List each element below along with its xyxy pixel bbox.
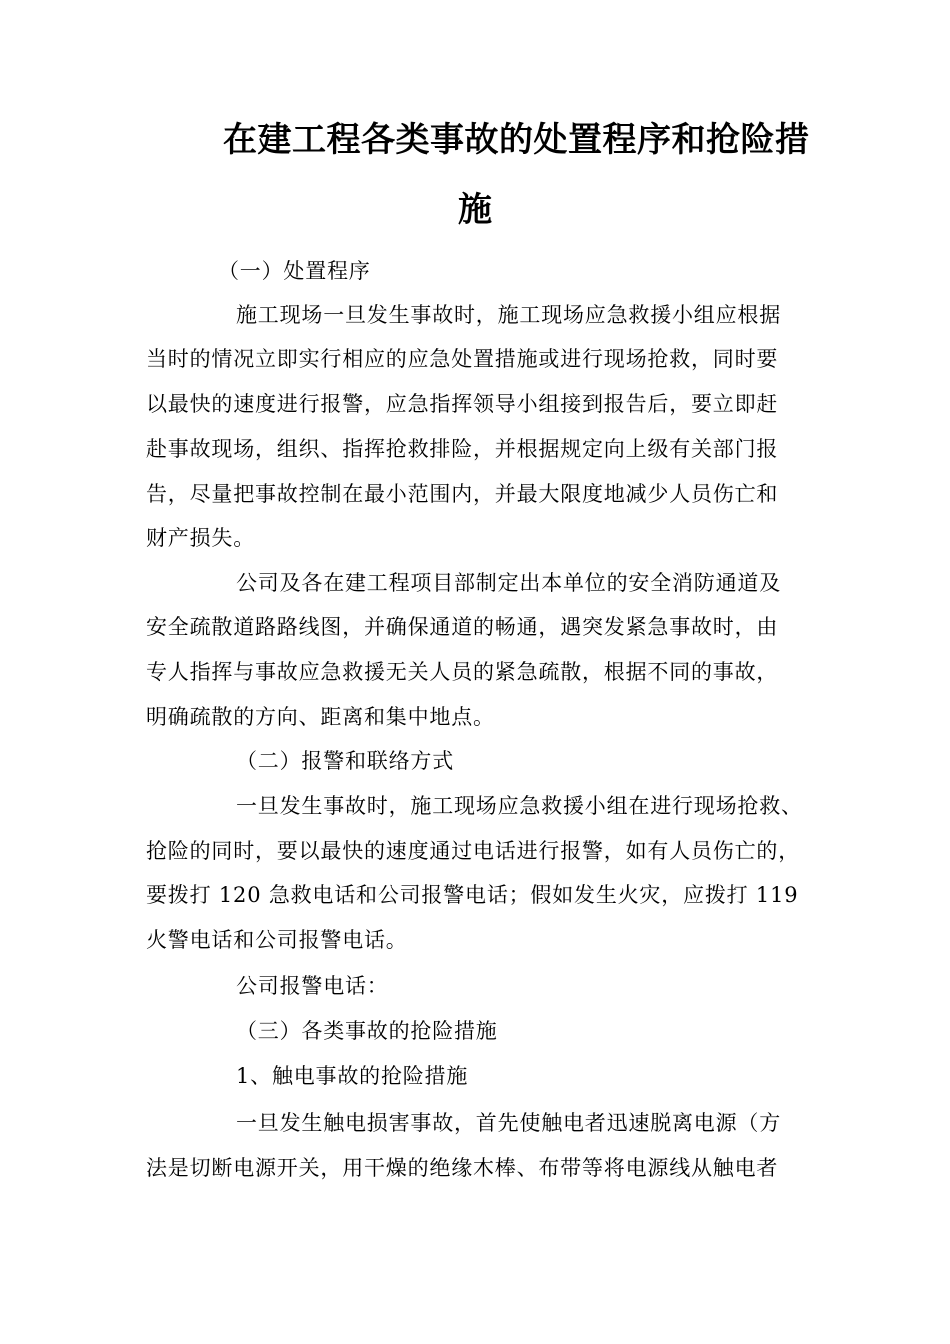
document-title-line-1: 在建工程各类事故的处置程序和抢险措	[223, 120, 810, 160]
paragraph-line: 公司及各在建工程项目部制定出本单位的安全消防通道及	[236, 571, 781, 595]
paragraph-line: 财产损失。	[146, 526, 255, 550]
paragraph-line: 告，尽量把事故控制在最小范围内，并最大限度地减少人员伤亡和	[146, 482, 779, 506]
section-heading-3: （三）各类事故的抢险措施	[236, 1019, 498, 1043]
paragraph-line: 要拨打 120 急救电话和公司报警电话；假如发生火灾，应拨打 119	[146, 883, 799, 907]
paragraph-line: 法是切断电源开关，用干燥的绝缘木棒、布带等将电源线从触电者	[146, 1156, 779, 1180]
paragraph-line: 专人指挥与事故应急救援无关人员的紧急疏散，根据不同的事故，	[146, 660, 779, 684]
paragraph-line: 安全疏散道路路线图，并确保通道的畅通，遇突发紧急事故时，由	[146, 615, 779, 639]
paragraph-line: 明确疏散的方向、距离和集中地点。	[146, 705, 495, 729]
paragraph-line: 以最快的速度进行报警，应急指挥领导小组接到报告后，要立即赶	[146, 392, 779, 416]
alarm-phone-label: 公司报警电话：	[236, 974, 389, 998]
paragraph-line: 一旦发生触电损害事故，首先使触电者迅速脱离电源（方	[236, 1111, 781, 1135]
paragraph-line: 一旦发生事故时，施工现场应急救援小组在进行现场抢救、	[236, 794, 803, 818]
paragraph-line: 赴事故现场，组织、指挥抢救排险，并根据规定向上级有关部门报	[146, 437, 779, 461]
paragraph-line: 施工现场一旦发生事故时，施工现场应急救援小组应根据	[236, 303, 781, 327]
section-heading-1: （一）处置程序	[218, 259, 371, 283]
paragraph-line: 火警电话和公司报警电话。	[146, 928, 408, 952]
section-heading-2: （二）报警和联络方式	[236, 749, 454, 773]
document-title-line-2: 施	[458, 190, 492, 230]
paragraph-line: 当时的情况立即实行相应的应急处置措施或进行现场抢救，同时要	[146, 347, 779, 371]
subsection-heading-1: 1、触电事故的抢险措施	[236, 1064, 469, 1088]
paragraph-line: 抢险的同时，要以最快的速度通过电话进行报警，如有人员伤亡的，	[146, 839, 800, 863]
